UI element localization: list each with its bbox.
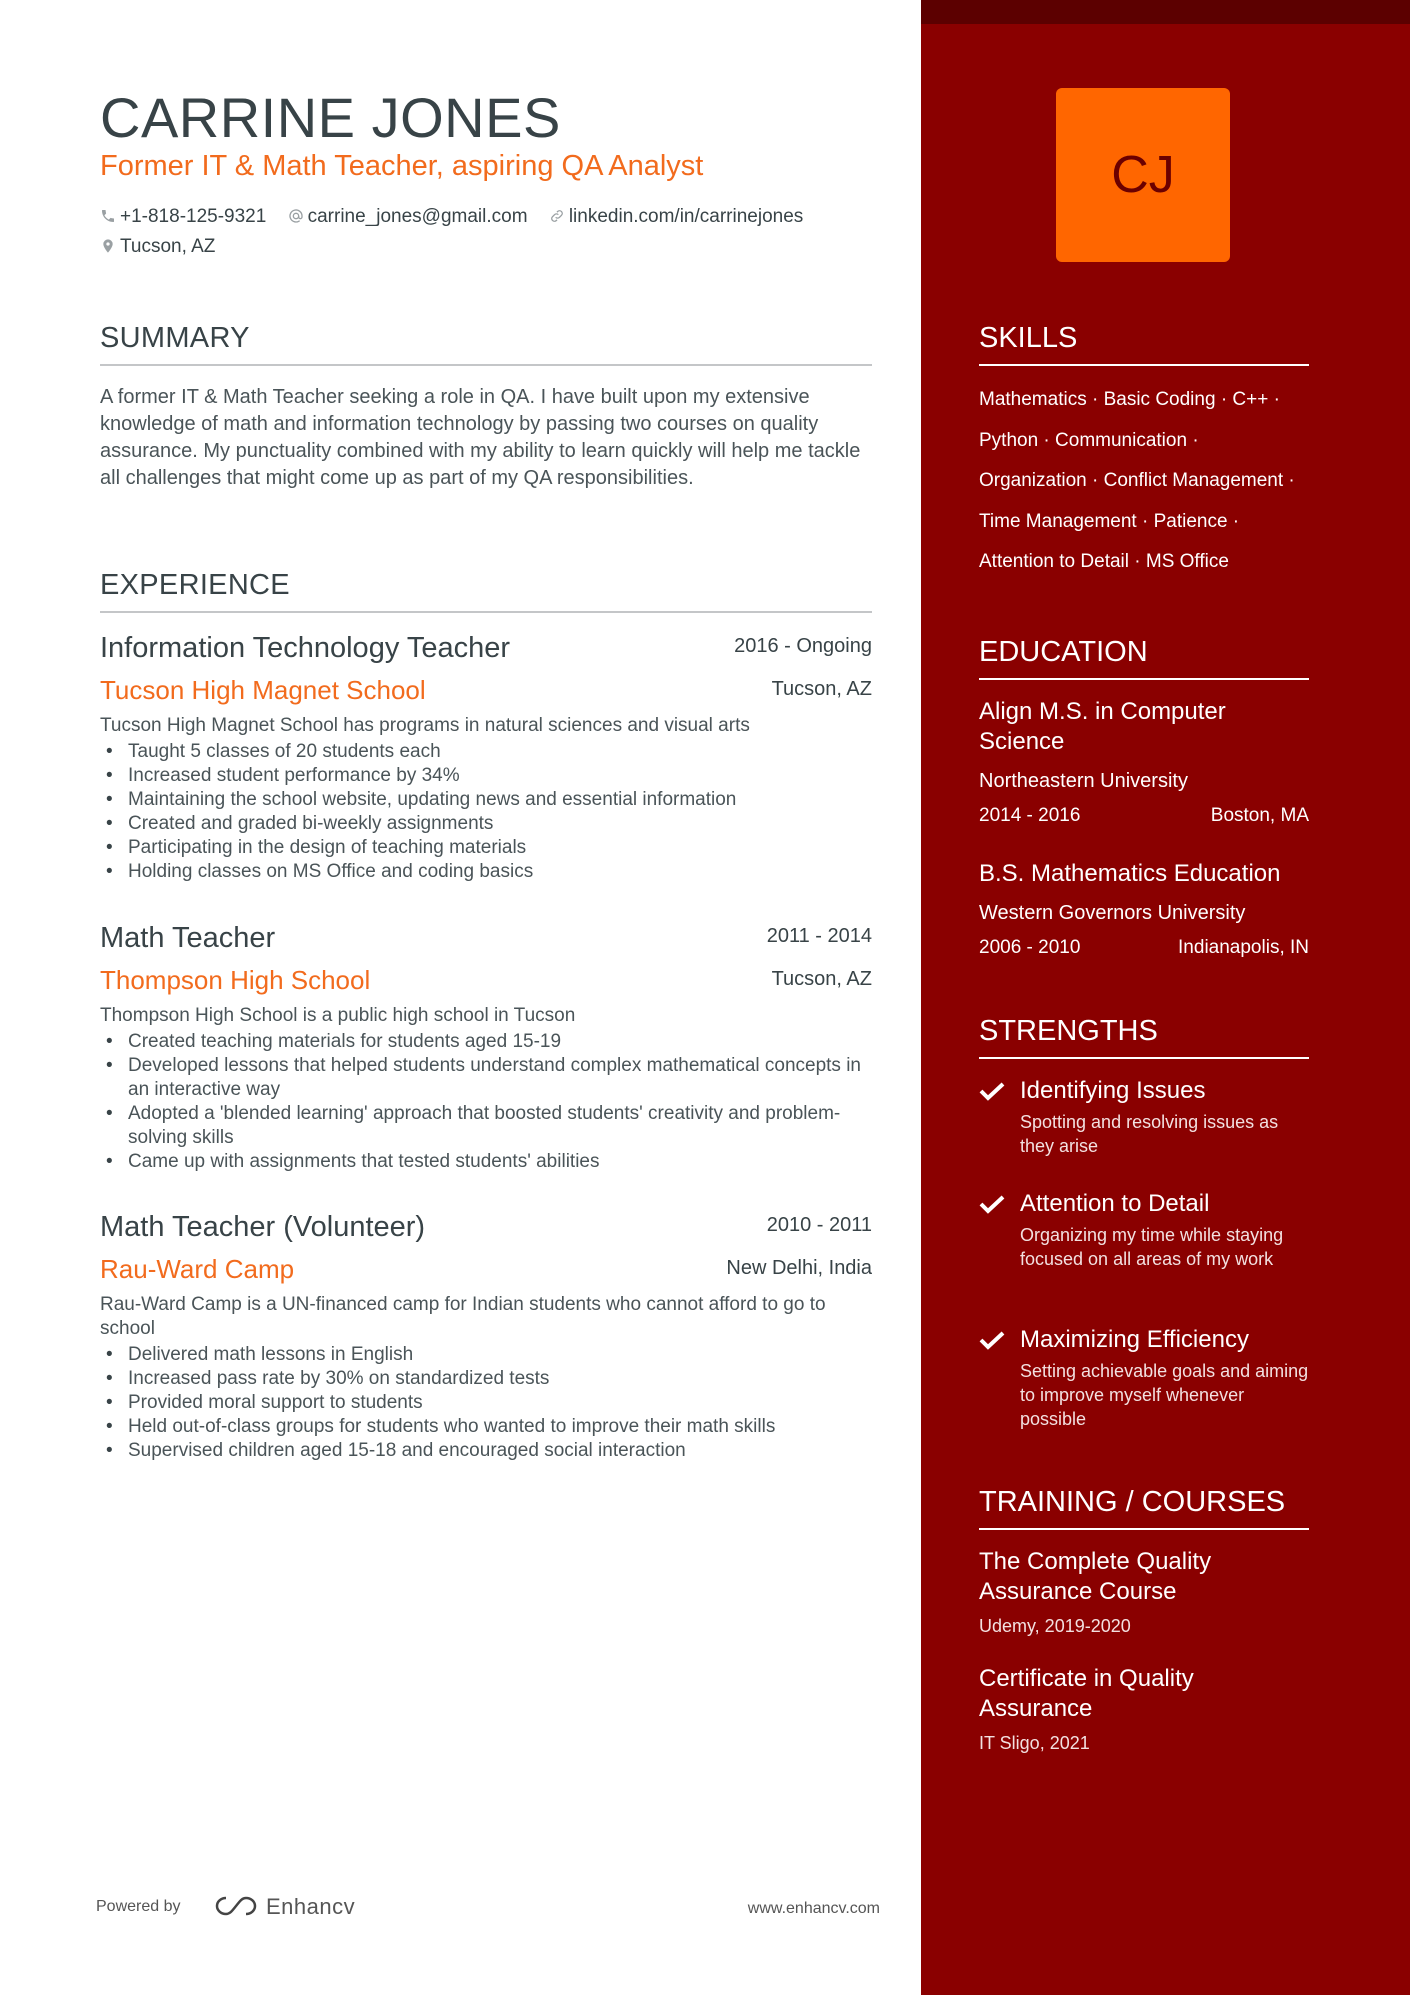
- job-description: Tucson High Magnet School has programs in natural sciences and visual arts: [100, 715, 750, 736]
- education-entry: [979, 697, 1309, 833]
- skills-line: Attention to Detail · MS Office: [979, 551, 1229, 572]
- job-location: Tucson, AZ: [771, 678, 872, 700]
- strength-title: Attention to Detail: [1020, 1190, 1210, 1217]
- job-description: Thompson High School is a public high school in Tucson: [100, 1005, 576, 1026]
- checkmark-icon: [979, 1330, 1005, 1350]
- course-item: [979, 1664, 1309, 1756]
- job-bullet: • Participating in the design of teaching materials: [100, 836, 872, 860]
- job-company: Rau-Ward Camp: [100, 1254, 295, 1284]
- job-bullet: • Came up with assignments that tested students' abilities: [100, 1150, 872, 1174]
- checkmark-icon: [979, 1081, 1005, 1101]
- courses-heading: TRAINING / COURSES: [979, 1484, 1309, 1530]
- education-location: Boston, MA: [1210, 805, 1309, 826]
- education-entry: [979, 859, 1309, 965]
- experience-entry: [100, 630, 872, 884]
- skills-heading: SKILLS: [979, 320, 1309, 366]
- contact-linkedin[interactable]: [549, 202, 803, 232]
- candidate-name: CARRINE JONES: [100, 86, 561, 149]
- experience-heading: EXPERIENCE: [100, 567, 872, 613]
- summary-text: A former IT & Math Teacher seeking a role in QA. I have built upon my extensive knowledge of math and information technology by passing two courses on quality assurance. My punctuality combined with my ability to learn quickly will help me tackle all challenges that might come up as part of my QA responsibilities.: [100, 386, 861, 489]
- job-bullet: • Taught 5 classes of 20 students each: [100, 740, 872, 764]
- job-location: Tucson, AZ: [771, 968, 872, 990]
- phone-icon: [100, 208, 116, 224]
- at-icon: [288, 208, 304, 224]
- job-role: Math Teacher (Volunteer): [100, 1211, 426, 1243]
- footer: [96, 1894, 880, 1924]
- job-bullet: • Holding classes on MS Office and coding basics: [100, 860, 872, 884]
- job-bullets: [100, 740, 872, 884]
- contact-location: [100, 232, 215, 262]
- job-bullet: • Supervised children aged 15-18 and encouraged social interaction: [100, 1439, 872, 1463]
- contact-email[interactable]: [288, 202, 528, 232]
- strength-description: Organizing my time while staying focused on all areas of my work: [1020, 1225, 1284, 1269]
- strength-description: Spotting and resolving issues as they arise: [1020, 1112, 1279, 1156]
- location-pin-icon: [100, 238, 116, 254]
- job-description: Rau-Ward Camp is a UN-financed camp for Indian students who cannot afford to go to school: [100, 1294, 826, 1339]
- education-dates: 2014 - 2016: [979, 805, 1081, 826]
- linkedin-text: linkedin.com/in/carrinejones: [568, 206, 804, 227]
- education-school: Western Governors University: [979, 902, 1246, 924]
- job-bullet: • Delivered math lessons in English: [100, 1343, 872, 1367]
- sidebar: [921, 0, 1410, 1995]
- job-location: New Delhi, India: [726, 1257, 872, 1279]
- phone-text: +1-818-125-9321: [120, 206, 267, 227]
- job-bullet: • Adopted a 'blended learning' approach that boosted students' creativity and problem-solving skills: [100, 1102, 872, 1150]
- job-bullets: [100, 1030, 872, 1174]
- strength-item: [979, 1324, 1309, 1431]
- course-title: Certificate in Quality Assurance: [979, 1665, 1194, 1722]
- skills-line: Time Management · Patience ·: [979, 510, 1240, 532]
- experience-entry: [100, 1209, 872, 1463]
- job-dates: 2010 - 2011: [766, 1214, 872, 1236]
- brand-name: Enhancv: [266, 1894, 356, 1919]
- job-role: Information Technology Teacher: [100, 632, 511, 664]
- job-bullet: • Increased pass rate by 30% on standardized tests: [100, 1367, 872, 1391]
- education-location: Indianapolis, IN: [1178, 937, 1309, 958]
- job-role: Math Teacher: [100, 922, 276, 954]
- experience-entry: [100, 920, 872, 1174]
- job-bullet: • Created and graded bi-weekly assignments: [100, 812, 872, 836]
- skills-line: Organization · Conflict Management ·: [979, 470, 1295, 491]
- strength-item: [979, 1188, 1309, 1271]
- education-school: Northeastern University: [979, 770, 1188, 792]
- job-bullet: • Increased student performance by 34%: [100, 764, 872, 788]
- course-item: [979, 1547, 1309, 1639]
- strength-description: Setting achievable goals and aiming to improve myself whenever possible: [1020, 1361, 1309, 1429]
- summary-heading: SUMMARY: [100, 320, 872, 366]
- education-heading: EDUCATION: [979, 634, 1309, 680]
- education-degree: B.S. Mathematics Education: [979, 860, 1281, 887]
- avatar: CJ: [1056, 88, 1230, 262]
- strengths-heading: STRENGTHS: [979, 1013, 1309, 1059]
- skills-list: [979, 380, 1329, 583]
- skills-line: Python · Communication ·: [979, 429, 1199, 451]
- strength-title: Maximizing Efficiency: [1020, 1326, 1249, 1353]
- job-bullet: • Provided moral support to students: [100, 1391, 872, 1415]
- education-degree: Align M.S. in Computer Science: [979, 698, 1226, 755]
- enhancv-logo[interactable]: [214, 1894, 355, 1920]
- course-provider: IT Sligo, 2021: [979, 1733, 1090, 1753]
- website-link[interactable]: www.enhancv.com: [747, 1900, 880, 1917]
- strength-title: Identifying Issues: [1020, 1077, 1206, 1104]
- job-bullet: • Created teaching materials for students aged 15-19: [100, 1030, 872, 1054]
- location-text: Tucson, AZ: [120, 236, 216, 257]
- job-bullet: • Maintaining the school website, updating news and essential information: [100, 788, 872, 812]
- job-company: Thompson High School: [100, 965, 371, 995]
- enhancv-logo-icon: [214, 1894, 260, 1918]
- job-dates: 2011 - 2014: [766, 925, 872, 947]
- checkmark-icon: [979, 1194, 1005, 1214]
- link-icon: [549, 208, 565, 224]
- candidate-title: Former IT & Math Teacher, aspiring QA Analyst: [100, 150, 704, 182]
- contact-info: [100, 202, 880, 262]
- course-provider: Udemy, 2019-2020: [979, 1616, 1131, 1636]
- strength-item: [979, 1075, 1309, 1158]
- powered-by-label: Powered by: [96, 1898, 181, 1915]
- job-bullets: [100, 1343, 872, 1463]
- job-company: Tucson High Magnet School: [100, 675, 426, 705]
- skills-line: Mathematics · Basic Coding · C++ ·: [979, 389, 1280, 410]
- sidebar-top-bar: [921, 0, 1410, 24]
- job-bullet: • Developed lessons that helped students understand complex mathematical concepts in an interactive way: [100, 1054, 872, 1102]
- job-bullet: • Held out-of-class groups for students who wanted to improve their math skills: [100, 1415, 872, 1439]
- contact-phone[interactable]: [100, 202, 266, 232]
- job-dates: 2016 - Ongoing: [734, 635, 872, 657]
- course-title: The Complete Quality Assurance Course: [979, 1548, 1212, 1605]
- education-dates: 2006 - 2010: [979, 937, 1081, 958]
- email-text: carrine_jones@gmail.com: [307, 206, 528, 227]
